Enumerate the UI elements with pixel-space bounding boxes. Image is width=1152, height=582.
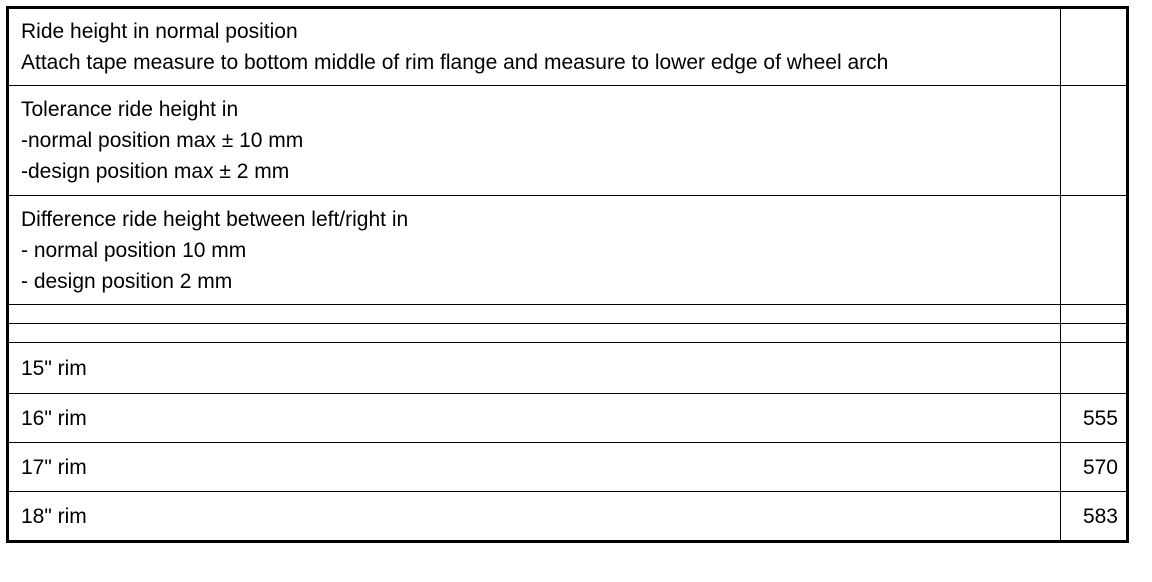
table-row-rim: [8, 492, 1128, 542]
ride-height-value-cell: 570: [1061, 443, 1128, 492]
row-text-line: Ride height in normal position: [21, 20, 298, 43]
rim-size-cell: 17" rim: [8, 443, 1061, 492]
rim-size-cell: 18" rim: [8, 492, 1061, 542]
description-cell: [8, 305, 1061, 324]
table-row: [8, 86, 1128, 196]
value-cell: [1061, 324, 1128, 343]
row-text-line: - design position 2 mm: [21, 269, 233, 293]
row-text-line: Attach tape measure to bottom middle of rim flange and measure to lower edge of wheel arch: [21, 51, 889, 74]
value-cell: [1061, 8, 1128, 86]
rim-size-cell: 15" rim: [8, 343, 1061, 394]
row-text-line: -normal position max ± 10 mm: [21, 129, 304, 152]
table-row-empty: [8, 324, 1128, 343]
value-cell: [1061, 196, 1128, 305]
ride-height-spec-table: [6, 6, 1129, 543]
table-row-empty: [8, 305, 1128, 324]
description-cell: [8, 324, 1061, 343]
description-cell: [8, 8, 1061, 86]
row-text-line: Difference ride height between left/right in: [21, 207, 409, 231]
ride-height-value-cell: 583: [1061, 492, 1128, 542]
ride-height-value-cell: [1061, 343, 1128, 394]
table-row-rim: [8, 394, 1128, 443]
row-text-line: -design position max ± 2 mm: [21, 160, 290, 183]
rim-size-cell: 16" rim: [8, 394, 1061, 443]
value-cell: [1061, 305, 1128, 324]
description-cell: [8, 196, 1061, 305]
table-row-rim: [8, 343, 1128, 394]
table-row-rim: [8, 443, 1128, 492]
description-cell: [8, 86, 1061, 196]
value-cell: [1061, 86, 1128, 196]
ride-height-value-cell: 555: [1061, 394, 1128, 443]
row-text-line: Tolerance ride height in: [21, 98, 239, 121]
table-row: [8, 8, 1128, 86]
row-text-line: - normal position 10 mm: [21, 238, 247, 262]
table-row: [8, 196, 1128, 305]
